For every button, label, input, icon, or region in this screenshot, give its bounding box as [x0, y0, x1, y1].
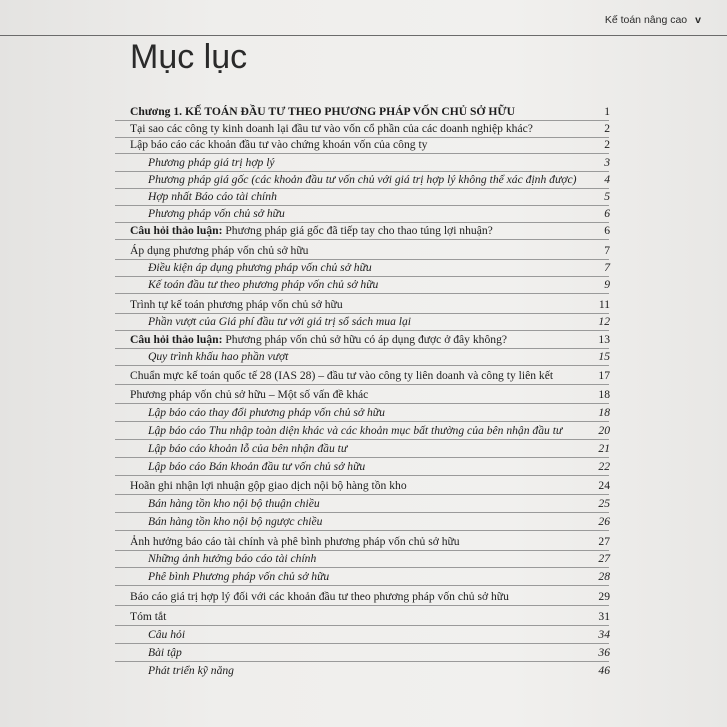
toc-page-number: 22 — [598, 460, 610, 473]
toc-entry[interactable] — [130, 105, 610, 119]
toc-entry-label — [148, 261, 372, 274]
toc-entry-label — [130, 610, 166, 623]
toc-entry-text: Điều kiện áp dụng phương pháp vốn chủ sở hữu — [148, 261, 372, 274]
toc-divider — [115, 188, 609, 189]
toc-divider — [115, 475, 609, 476]
toc-entry-text: Những ảnh hưởng báo cáo tài chính — [148, 552, 317, 565]
toc-page-number: 15 — [598, 350, 610, 363]
toc-entry[interactable] — [130, 590, 610, 604]
toc-entry-label — [130, 122, 533, 135]
toc-entry[interactable] — [148, 156, 610, 170]
toc-entry[interactable] — [130, 610, 610, 624]
toc-entry[interactable] — [148, 460, 610, 474]
toc-entry-text: Hợp nhất Báo cáo tài chính — [148, 190, 277, 203]
toc-divider — [115, 330, 609, 331]
toc-entry[interactable] — [148, 207, 610, 221]
toc-divider — [115, 512, 609, 513]
toc-entry-text: Lập báo cáo Thu nhập toàn diện khác và các khoản mục bất thường của bên nhận đầu tư — [148, 424, 563, 437]
toc-page-number: 18 — [598, 388, 610, 401]
toc-divider — [115, 439, 609, 440]
toc-entry-label — [148, 442, 347, 455]
toc-entry-text: Lập báo cáo Bán khoản đầu tư vốn chủ sở hữu — [148, 460, 366, 473]
toc-divider — [115, 276, 609, 277]
toc-entry-text: Phương pháp vốn chủ sở hữu – Một số vấn đề khác — [130, 388, 369, 401]
toc-divider — [115, 661, 609, 662]
toc-entry[interactable] — [130, 369, 610, 383]
toc-entry-label — [130, 479, 407, 492]
toc-divider — [115, 585, 609, 586]
toc-page-number: 7 — [604, 244, 610, 257]
toc-entry-text: Phê bình Phương pháp vốn chủ sở hữu — [148, 570, 330, 583]
toc-divider — [115, 239, 609, 240]
toc-entry[interactable] — [148, 646, 610, 660]
toc-entry[interactable] — [148, 315, 610, 329]
toc-divider — [115, 421, 609, 422]
toc-page-number: 46 — [598, 664, 610, 677]
toc-divider — [115, 605, 609, 606]
toc-page-number: 21 — [598, 442, 610, 455]
toc-entry[interactable] — [148, 190, 610, 204]
toc-entry-label — [148, 190, 277, 203]
toc-entry-label — [148, 570, 329, 583]
toc-page-number: 24 — [598, 479, 610, 492]
toc-entry[interactable] — [130, 333, 610, 347]
toc-entry[interactable] — [148, 664, 610, 678]
toc-divider — [115, 222, 609, 223]
toc-entry-text: Phương pháp giá trị hợp lý — [148, 156, 275, 169]
toc-entry-text: Trình tự kế toán phương pháp vốn chủ sở hữu — [130, 298, 343, 311]
toc-page-number: 20 — [598, 424, 610, 437]
toc-page-number: 2 — [604, 122, 610, 135]
page-title: Mục lục — [130, 38, 248, 76]
toc-page-number: 4 — [604, 173, 610, 186]
toc-entry-label — [130, 388, 368, 401]
toc-page-number: 1 — [604, 105, 610, 118]
toc-divider — [115, 550, 609, 551]
toc-entry-text: Hoãn ghi nhận lợi nhuận gộp giao dịch nội bộ hàng tồn kho — [130, 479, 407, 492]
toc-entry-text: Bán hàng tồn kho nội bộ ngược chiều — [148, 515, 323, 528]
toc-entry-text: Phát triển kỹ năng — [148, 664, 234, 677]
toc-entry-text: Bán hàng tồn kho nội bộ thuận chiều — [148, 497, 320, 510]
toc-divider — [115, 171, 609, 172]
toc-page-number: 2 — [604, 138, 610, 151]
toc-entry[interactable] — [130, 298, 610, 312]
toc-divider — [115, 457, 609, 458]
toc-entry-text: Tại sao các công ty kinh doanh lại đầu tư vào vốn cổ phần của các doanh nghiệp khác? — [130, 122, 533, 135]
toc-entry[interactable] — [148, 278, 610, 292]
toc-divider — [115, 567, 609, 568]
toc-page-number: 29 — [598, 590, 610, 603]
toc-page-number: 11 — [598, 298, 610, 311]
toc-entry-label — [148, 424, 562, 437]
toc-entry-text: KẾ TOÁN ĐẦU TƯ THEO PHƯƠNG PHÁP VỐN CHỦ SỞ HỮU — [184, 105, 515, 118]
toc-entry-text: Ảnh hưởng báo cáo tài chính và phê bình phương pháp vốn chủ sở hữu — [130, 535, 460, 548]
toc-entry-text: Bài tập — [148, 646, 182, 659]
toc-entry[interactable] — [130, 479, 610, 493]
toc-entry-label — [148, 515, 322, 528]
running-header-title: Kế toán nâng cao — [604, 14, 688, 26]
toc-entry-label — [130, 298, 343, 311]
toc-page-number: 6 — [604, 207, 610, 220]
toc-entry[interactable] — [148, 261, 610, 275]
chapter-number: Chương 1. — [130, 105, 185, 118]
toc-entry[interactable] — [148, 570, 610, 584]
toc-entry[interactable] — [148, 406, 610, 420]
page-number: v — [695, 14, 701, 26]
toc-divider — [115, 530, 609, 531]
toc-entry[interactable] — [148, 442, 610, 456]
toc-divider — [115, 348, 609, 349]
toc-entry-label — [148, 664, 234, 677]
toc-entry[interactable] — [148, 424, 610, 438]
toc-entry-label — [130, 590, 509, 603]
toc-entry[interactable] — [130, 244, 610, 258]
toc-page-number: 3 — [604, 156, 610, 169]
toc-entry-text: Phương pháp giá gốc (các khoản đầu tư vốn chủ với giá trị hợp lý không thể xác định được) — [148, 173, 577, 186]
toc-entry[interactable] — [148, 552, 610, 566]
toc-divider — [115, 625, 609, 626]
toc-entry-label — [148, 207, 285, 220]
toc-page-number: 17 — [598, 369, 610, 382]
toc-page-number: 28 — [598, 570, 610, 583]
toc-page-number: 27 — [598, 535, 610, 548]
toc-entry-text: Tóm tắt — [130, 610, 167, 623]
toc-entry[interactable] — [130, 138, 610, 152]
discussion-question-label: Câu hỏi thảo luận: — [130, 333, 226, 346]
toc-entry[interactable] — [148, 515, 610, 529]
toc-entry-label — [148, 406, 385, 419]
discussion-question-label: Câu hỏi thảo luận: — [130, 224, 226, 237]
toc-page-number: 27 — [598, 552, 610, 565]
toc-entry-text: Báo cáo giá trị hợp lý đối với các khoản đầu tư theo phương pháp vốn chủ sở hữu — [130, 590, 509, 603]
toc-divider — [115, 120, 609, 121]
toc-entry-label — [130, 138, 427, 151]
toc-entry-text: Quy trình khấu hao phần vượt — [148, 350, 289, 363]
toc-divider — [115, 365, 609, 366]
toc-entry-text: Kế toán đầu tư theo phương pháp vốn chủ sở hữu — [148, 278, 379, 291]
toc-entry-text: Phương pháp vốn chủ sở hữu có áp dụng được ở đây không? — [225, 333, 508, 346]
toc-entry[interactable] — [148, 628, 610, 642]
toc-page-number: 7 — [604, 261, 610, 274]
toc-entry-label — [148, 497, 320, 510]
toc-page-number: 5 — [604, 190, 610, 203]
toc-page-number: 34 — [598, 628, 610, 641]
toc-entry-label — [148, 278, 378, 291]
toc-entry-text: Lập báo cáo thay đổi phương pháp vốn chủ sở hữu — [148, 406, 385, 419]
toc-entry-label — [130, 244, 308, 257]
toc-entry-label — [148, 552, 316, 565]
toc-entry[interactable] — [148, 497, 610, 511]
toc-entry-text: Phương pháp vốn chủ sở hữu — [148, 207, 285, 220]
toc-entry-text: Lập báo cáo các khoản đầu tư vào chứng khoán vốn của công ty — [130, 138, 428, 151]
toc-entry-label — [148, 350, 288, 363]
toc-divider — [115, 293, 609, 294]
toc-divider — [115, 205, 609, 206]
toc-entry[interactable] — [148, 350, 610, 364]
toc-entry[interactable] — [130, 535, 610, 549]
toc-entry[interactable] — [148, 173, 610, 187]
toc-entry-text: Câu hỏi — [148, 628, 186, 641]
toc-page-number: 25 — [598, 497, 610, 510]
toc-entry-text: Áp dụng phương pháp vốn chủ sở hữu — [130, 244, 309, 257]
toc-entry[interactable] — [130, 388, 610, 402]
toc-entry-label — [130, 105, 515, 118]
toc-divider — [115, 384, 609, 385]
toc-divider — [115, 313, 609, 314]
toc-page-number: 31 — [598, 610, 610, 623]
toc-entry-text: Chuẩn mực kế toán quốc tế 28 (IAS 28) – đầu tư vào công ty liên doanh và công ty liên kết — [130, 369, 554, 382]
toc-page-number: 6 — [604, 224, 610, 237]
toc-entry-label — [148, 315, 411, 328]
toc-entry-label — [130, 535, 460, 548]
toc-entry-label — [130, 369, 553, 382]
toc-entry-label — [130, 224, 493, 237]
toc-entry-text: Phương pháp giá gốc đã tiếp tay cho thao túng lợi nhuận? — [225, 224, 493, 237]
toc-entry-label — [148, 646, 182, 659]
toc-divider — [115, 643, 609, 644]
toc-entry-label — [148, 173, 576, 186]
toc-page-number: 26 — [598, 515, 610, 528]
toc-divider — [115, 403, 609, 404]
toc-entry[interactable] — [130, 224, 610, 238]
toc-page-number: 18 — [598, 406, 610, 419]
toc-page-number: 13 — [598, 333, 610, 346]
toc-entry-text: Lập báo cáo khoản lỗ của bên nhận đầu tư — [148, 442, 348, 455]
toc-divider — [115, 494, 609, 495]
toc-divider — [115, 259, 609, 260]
toc-entry[interactable] — [130, 122, 610, 136]
toc-entry-label — [148, 156, 275, 169]
toc-entry-label — [148, 628, 185, 641]
toc-entry-label — [148, 460, 365, 473]
toc-page-number: 36 — [598, 646, 610, 659]
toc-entry-label — [130, 333, 507, 346]
toc-page-number: 9 — [604, 278, 610, 291]
toc-divider — [115, 153, 609, 154]
toc-entry-text: Phần vượt của Giá phí đầu tư với giá trị sổ sách mua lại — [148, 315, 411, 328]
toc-page-number: 12 — [598, 315, 610, 328]
